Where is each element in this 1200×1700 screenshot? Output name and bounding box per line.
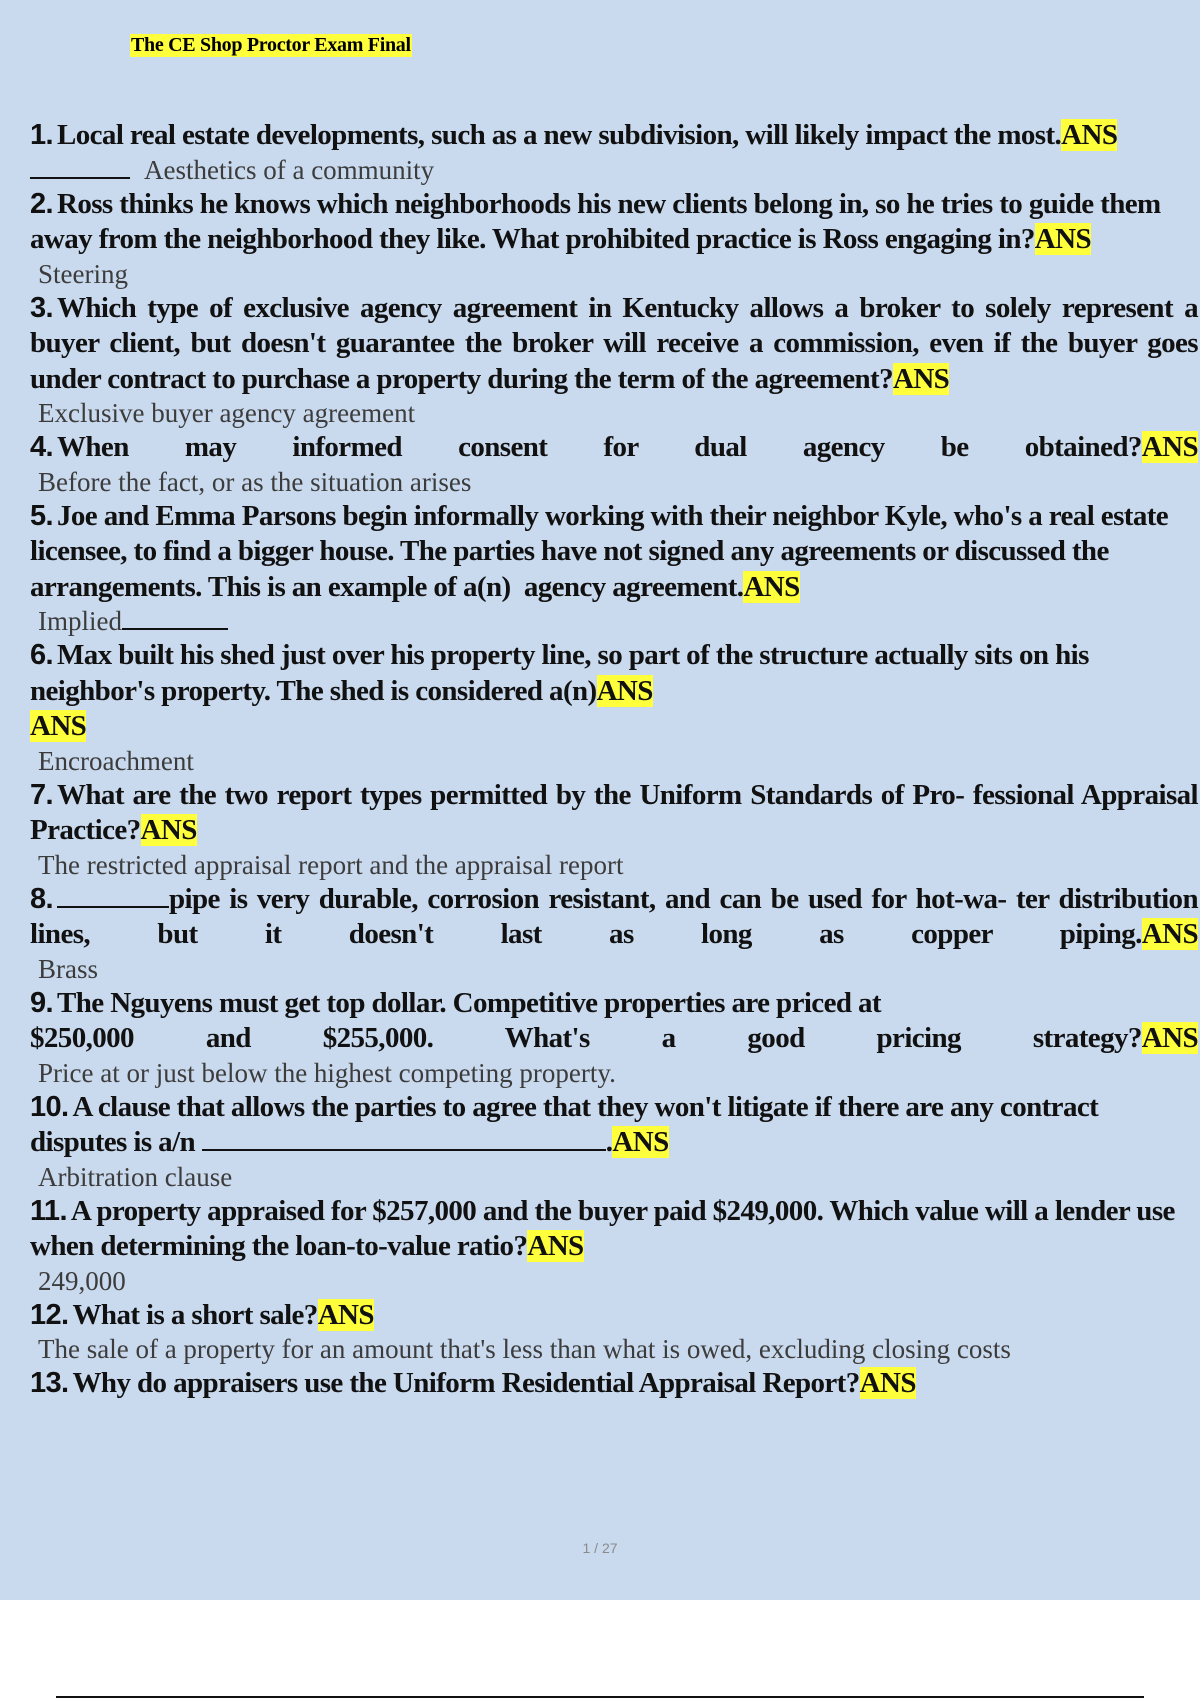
ans-marker: ANS — [859, 1367, 916, 1399]
question-blank — [202, 1127, 606, 1151]
ans-marker: ANS — [140, 814, 197, 846]
ans-marker: ANS — [1141, 1022, 1198, 1054]
answer-1: Aesthetics of a community — [30, 154, 1198, 187]
ans-marker: ANS — [317, 1298, 374, 1331]
answer-5: Implied — [38, 605, 1198, 638]
ans-marker: ANS — [30, 710, 87, 742]
answer-11: 249,000 — [38, 1265, 126, 1296]
question-7: 7. What are the two report types permitted by the Uniform Standards of Pro- fessional Appraisal Practice?ANS — [30, 778, 1198, 846]
question-6: 6. Max built his shed just over his property line, so part of the structure actually sits on his neighbor's property. The shed is considered a(n)ANS ANS — [30, 639, 1089, 742]
question-8: 8. pipe is very durable, corrosion resistant, and can be used for hot-wa- ter distribution lines, but it doesn't last as long as copper piping.ANS — [30, 882, 1198, 950]
page-indicator: 1 / 27 — [582, 1540, 618, 1556]
ans-marker: ANS — [596, 674, 653, 707]
ans-marker: ANS — [1034, 223, 1091, 255]
question-10: 10. A clause that allows the parties to agree that they won't litigate if there are any contract disputes is a/n .ANS — [30, 1090, 1099, 1158]
ans-marker: ANS — [743, 570, 800, 603]
ans-marker: ANS — [1061, 119, 1118, 151]
answer-blank — [30, 155, 130, 179]
answer-6: Encroachment — [38, 745, 194, 776]
question-4: 4. When may informed consent for dual agency be obtained?ANS — [30, 431, 1198, 463]
question-3: 3. Which type of exclusive agency agreement in Kentucky allows a broker to solely represent a buyer client, but doesn't guarantee the broker will receive a commission, even if the buyer goes under contract to purchase a property during the term of the agreement?ANS — [30, 291, 1198, 395]
question-13: 13. Why do appraisers use the Uniform Residential Appraisal Report?ANS — [30, 1367, 916, 1399]
ans-marker: ANS — [527, 1230, 584, 1262]
document-title: The CE Shop Proctor Exam Final — [131, 34, 411, 56]
answer-10: Arbitration clause — [38, 1161, 233, 1192]
ans-marker: ANS — [1141, 431, 1198, 463]
answer-3: Exclusive buyer agency agreement — [38, 398, 416, 428]
question-9-line-2: $250,000 and $255,000. What's a good pricing strategy?ANS — [30, 1022, 1198, 1054]
answer-9: Price at or just below the highest competing property. — [38, 1057, 616, 1088]
question-blank — [57, 884, 169, 908]
answer-12: The sale of a property for an amount that's less than what is owed, excluding closing costs — [38, 1334, 1011, 1364]
question-1: 1. Local real estate developments, such as a new subdivision, will likely impact the most.ANS — [30, 119, 1118, 151]
answer-blank — [122, 606, 228, 630]
ans-marker: ANS — [612, 1126, 669, 1158]
question-9: 9. The Nguyens must get top dollar. Competitive properties are priced at — [30, 986, 881, 1019]
qa-list — [30, 118, 1198, 1402]
divider — [56, 1696, 1144, 1698]
ans-marker: ANS — [1141, 918, 1198, 950]
question-5: 5. Joe and Emma Parsons begin informally working with their neighbor Kyle, who's a real estate licensee, to find a bigger house. The parties have not signed any agreements or discussed the arrangements. This is an example of a(n) agency agreement.ANS — [30, 499, 1169, 603]
question-11: 11. A property appraised for $257,000 and the buyer paid $249,000. Which value will a lender use when determining the loan-to-value ratio?ANS — [30, 1194, 1175, 1262]
ans-marker: ANS — [893, 362, 950, 395]
answer-4: Before the fact, or as the situation arises — [38, 466, 472, 497]
answer-7: The restricted appraisal report and the appraisal report — [38, 849, 624, 880]
answer-2: Steering — [38, 258, 128, 289]
question-2: 2. Ross thinks he knows which neighborhoods his new clients belong in, so he tries to guide them away from the neighborhood they like. What prohibited practice is Ross engaging in?ANS — [30, 187, 1161, 255]
question-12: 12. What is a short sale?ANS — [30, 1298, 374, 1331]
answer-8: Brass — [38, 953, 98, 984]
